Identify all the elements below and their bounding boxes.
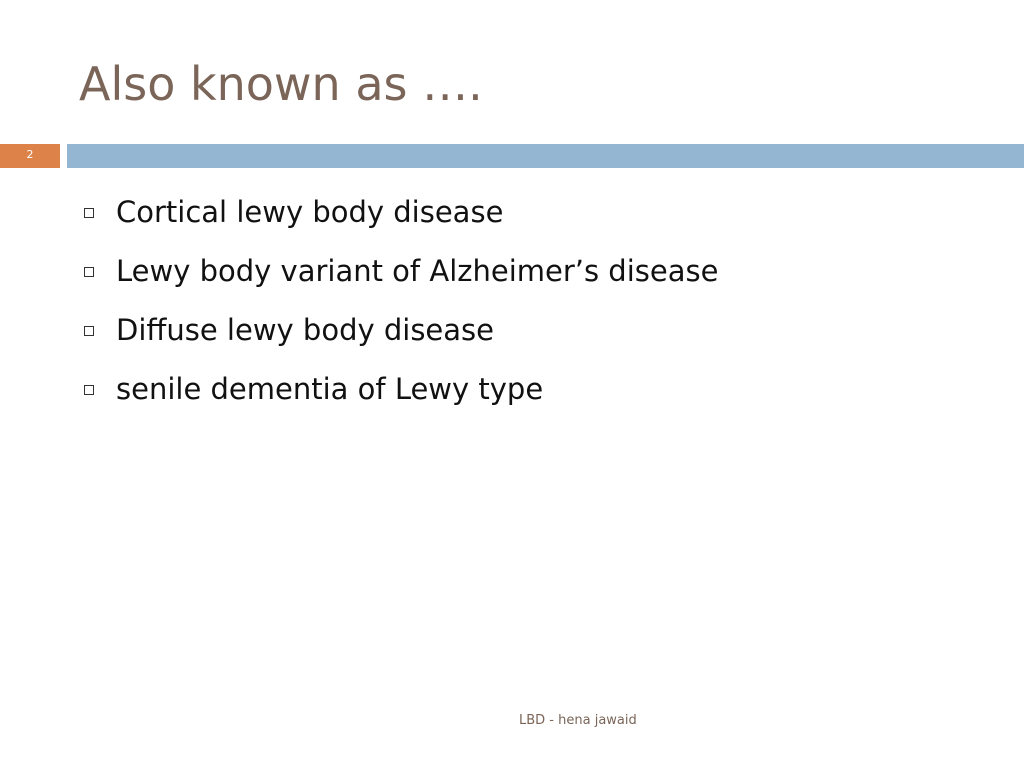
- bullet-text: Lewy body variant of Alzheimer’s disease: [116, 254, 719, 288]
- slide-number: 2: [0, 144, 60, 168]
- slide-footer: LBD - hena jawaid: [519, 713, 637, 728]
- square-bullet-icon: [84, 326, 94, 336]
- bullet-text: Cortical lewy body disease: [116, 195, 504, 229]
- slide-title: Also known as ….: [79, 57, 483, 111]
- square-bullet-icon: [84, 267, 94, 277]
- bullet-text: senile dementia of Lewy type: [116, 372, 544, 406]
- square-bullet-icon: [84, 208, 94, 218]
- square-bullet-icon: [84, 385, 94, 395]
- title-divider-bar: [67, 144, 1024, 168]
- bullet-text: Diffuse lewy body disease: [116, 313, 494, 347]
